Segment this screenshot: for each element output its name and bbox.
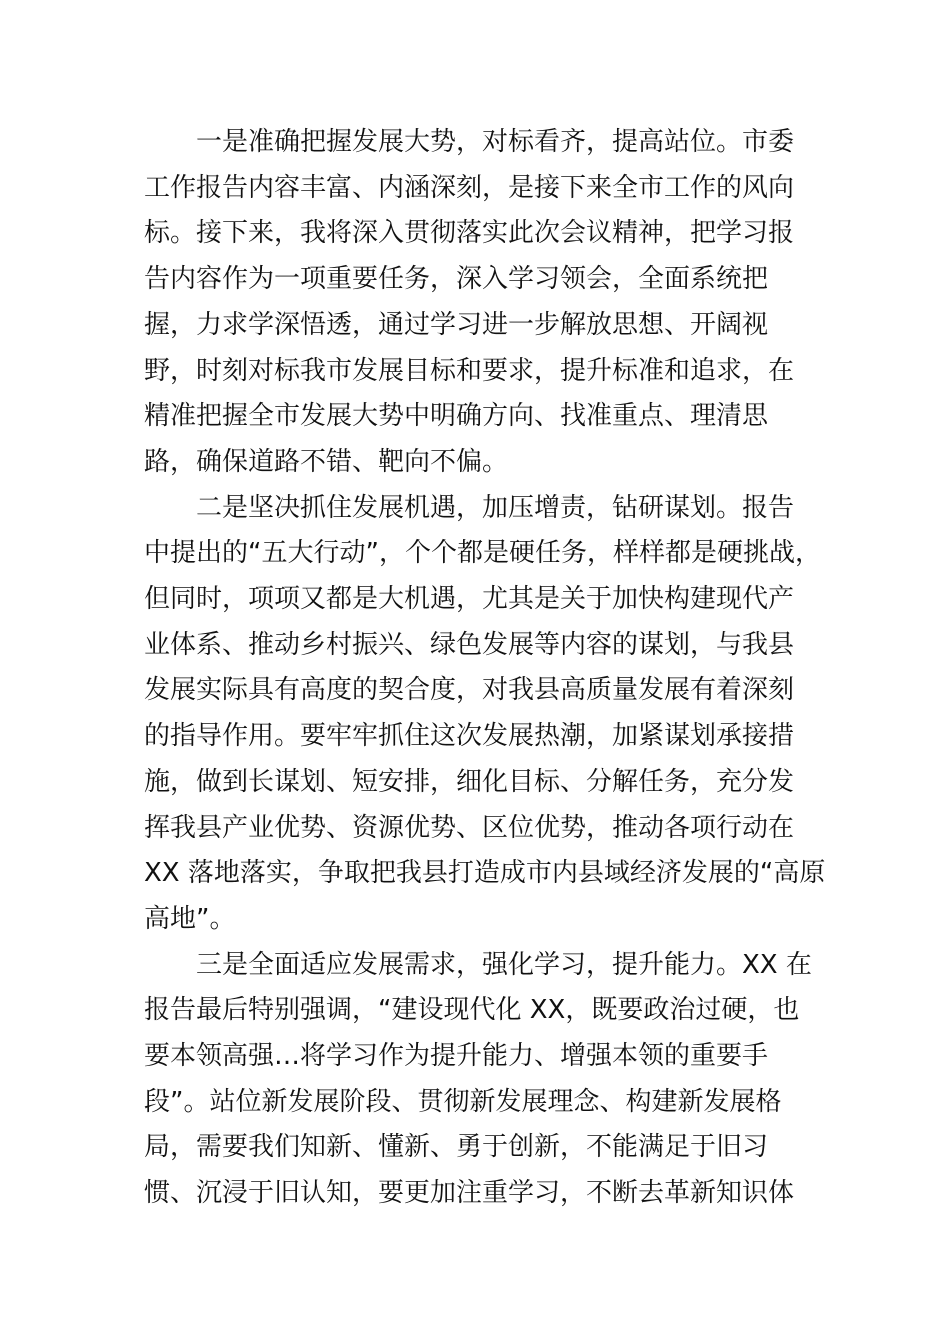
text-line: 报告最后特别强调，“建设现代化 XX，既要政治过硬，也	[144, 995, 800, 1026]
paragraph-1	[144, 120, 806, 486]
text-line: 段”。站位新发展阶段、贯彻新发展理念、构建新发展格	[144, 1086, 782, 1117]
text-line: 要本领高强…将学习作为提升能力、增强本领的重要手	[144, 1041, 769, 1072]
text-line: 一是准确把握发展大势，对标看齐，提高站位。市委	[196, 127, 795, 157]
text-line: 但同时，项项又都是大机遇，尤其是关于加快构建现代产	[144, 584, 795, 615]
text-line: XX 落地落实，争取把我县打造成市内县域经济发展的“高原	[144, 858, 826, 889]
text-line: 工作报告内容丰富、内涵深刻，是接下来全市工作的风向	[144, 172, 795, 203]
text-line: 业体系、推动乡村振兴、绿色发展等内容的谋划，与我县	[144, 629, 795, 660]
text-line: 握，力求学深悟透，通过学习进一步解放思想、开阔视	[144, 309, 769, 340]
text-line: 标。接下来，我将深入贯彻落实此次会议精神，把学习报	[144, 218, 795, 249]
text-line: 二是坚决抓住发展机遇，加压增责，钻研谋划。报告	[196, 492, 795, 523]
paragraph-2	[144, 486, 826, 943]
text-line: 发展实际具有高度的契合度，对我县高质量发展有着深刻	[144, 675, 795, 706]
text-line: 惯、沉浸于旧认知，要更加注重学习，不断去革新知识体	[144, 1178, 795, 1209]
text-line: 野，时刻对标我市发展目标和要求，提升标准和追求，在	[144, 355, 795, 386]
document-body	[144, 120, 826, 1217]
paragraph-3	[144, 943, 812, 1217]
text-line: 三是全面适应发展需求，强化学习，提升能力。XX 在	[196, 949, 812, 980]
text-line: 路，确保道路不错、靶向不偏。	[144, 446, 509, 477]
text-line: 的指导作用。要牢牢抓住这次发展热潮，加紧谋划承接措	[144, 721, 795, 752]
text-line: 施，做到长谋划、短安排，细化目标、分解任务，充分发	[144, 766, 795, 797]
text-line: 精准把握全市发展大势中明确方向、找准重点、理清思	[144, 401, 769, 432]
text-line: 挥我县产业优势、资源优势、区位优势，推动各项行动在	[144, 812, 795, 843]
text-line: 局，需要我们知新、懂新、勇于创新，不能满足于旧习	[144, 1132, 769, 1163]
text-line: 高地”。	[144, 903, 236, 934]
text-line: 告内容作为一项重要任务，深入学习领会，全面系统把	[144, 264, 769, 295]
text-line: 中提出的“五大行动”，个个都是硬任务，样样都是硬挑战，	[144, 538, 821, 569]
